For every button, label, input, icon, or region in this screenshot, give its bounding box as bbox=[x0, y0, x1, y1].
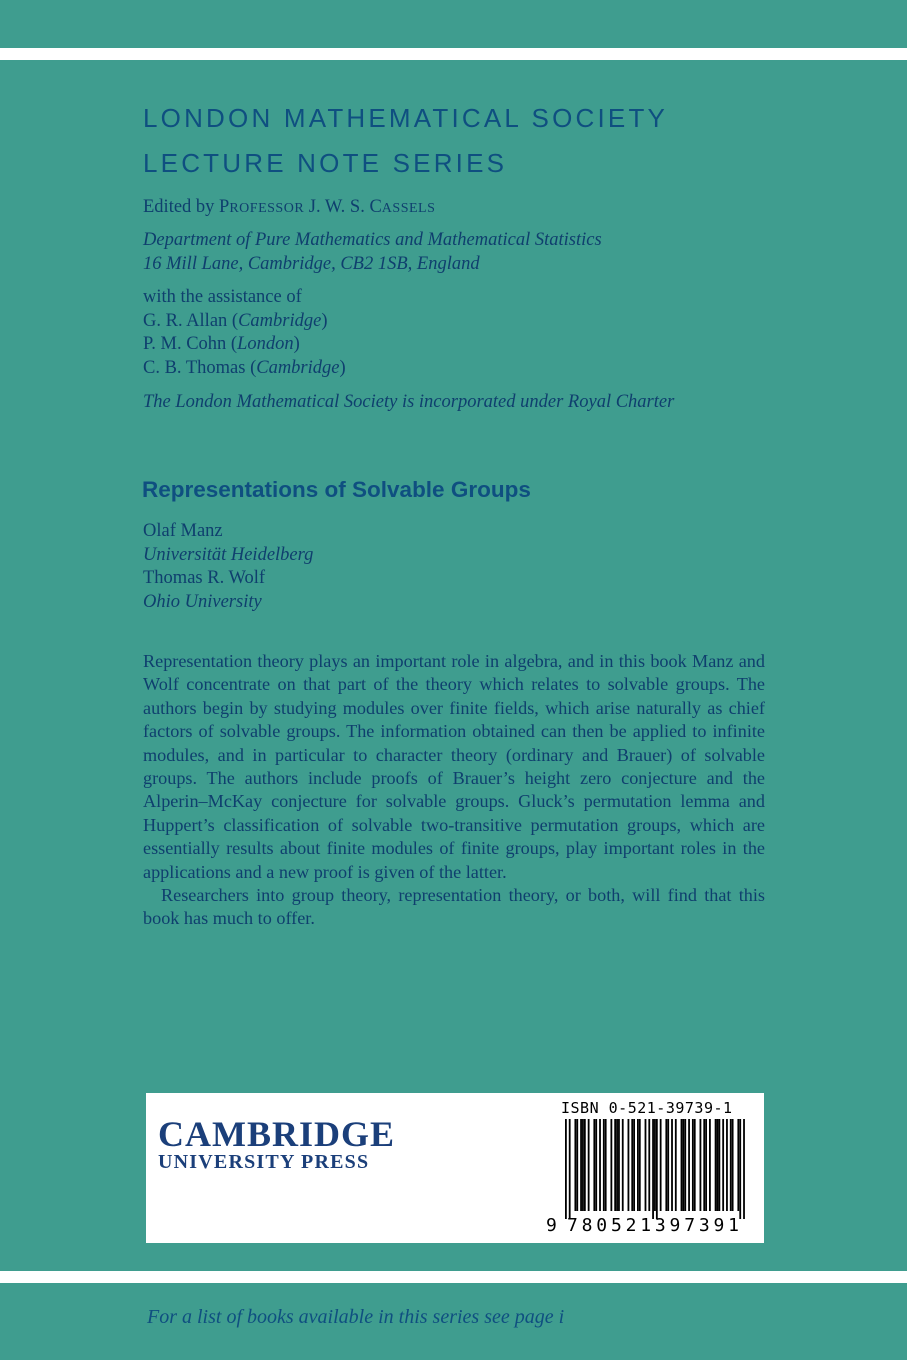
isbn-label: ISBN 0-521-39739-1 bbox=[561, 1099, 733, 1117]
barcode-bar bbox=[726, 1119, 728, 1211]
barcode-bar bbox=[694, 1119, 696, 1211]
barcode-bar bbox=[648, 1119, 650, 1211]
barcode-icon bbox=[539, 1119, 759, 1237]
barcode-bar bbox=[739, 1119, 741, 1219]
author-affiliation: Ohio University bbox=[143, 592, 262, 612]
barcode-bar bbox=[565, 1119, 567, 1219]
barcode-bar bbox=[616, 1119, 618, 1211]
barcode-bar bbox=[580, 1119, 582, 1211]
barcode-bar bbox=[709, 1119, 711, 1211]
barcode-bar bbox=[569, 1119, 571, 1219]
assistant-name: C. B. Thomas ( bbox=[143, 358, 257, 378]
barcode-bar bbox=[692, 1119, 694, 1211]
editor-department: Department of Pure Mathematics and Mathematical Statistics bbox=[143, 230, 602, 250]
barcode-bar bbox=[743, 1119, 745, 1219]
editor-prefix: Edited by bbox=[143, 197, 220, 217]
barcode-bar bbox=[684, 1119, 686, 1211]
barcode-bar bbox=[715, 1119, 717, 1211]
barcode-bar bbox=[633, 1119, 635, 1211]
barcode-bar bbox=[637, 1119, 639, 1211]
barcode-bar bbox=[682, 1119, 684, 1211]
barcode-bar bbox=[588, 1119, 590, 1211]
assistant-person bbox=[143, 333, 300, 355]
assistant-person bbox=[143, 310, 328, 332]
barcode-digits: 780521397391 bbox=[567, 1215, 739, 1236]
barcode-bar bbox=[732, 1119, 734, 1211]
barcode-bar bbox=[652, 1119, 654, 1219]
barcode-bar bbox=[705, 1119, 707, 1211]
barcode-bar bbox=[688, 1119, 690, 1211]
editor-initials: J. W. S. bbox=[304, 197, 370, 217]
description-paragraph: Researchers into group theory, representation theory, or both, will find that this book has much to offer. bbox=[143, 885, 765, 929]
publisher-panel bbox=[146, 1093, 764, 1243]
series-title-line1: LONDON MATHEMATICAL SOCIETY bbox=[143, 103, 669, 133]
description-paragraph: Representation theory plays an important role in algebra, and in this book Manz and Wolf concentrate on that part of the theory which relates to solvable groups. The authors begin by studying modules over finite fields, which arise naturally as chief factors of solvable groups. The information obtained can then be applied to infinite modules, and in particular to character theory (ordinary and Brauer) of solvable groups. The authors include proofs of Brauer’s height zero conjecture and the Alperin–McKay conjecture for solvable groups. Gluck’s permutation lemma and Huppert’s classification of solvable two-transitive permutation groups, which are essentially results about finite modules of finite groups, play important roles in the applications and a new proof is given of the latter. bbox=[143, 651, 765, 882]
assistant-person bbox=[143, 357, 346, 379]
barcode-bar bbox=[595, 1119, 597, 1211]
barcode-bar bbox=[584, 1119, 586, 1211]
barcode-bar bbox=[622, 1119, 624, 1211]
barcode-bar bbox=[614, 1119, 616, 1211]
barcode-bar bbox=[717, 1119, 719, 1211]
author-name: Olaf Manz bbox=[143, 521, 223, 541]
editor-line bbox=[143, 196, 435, 220]
barcode-bar bbox=[639, 1119, 641, 1211]
barcode-bar bbox=[603, 1119, 605, 1211]
publisher-logo-name: CAMBRIDGE bbox=[158, 1114, 396, 1154]
barcode-bar bbox=[628, 1119, 630, 1211]
barcode-bar bbox=[722, 1119, 724, 1211]
assistant-close-paren: ) bbox=[293, 334, 300, 354]
editor-title-initial: P bbox=[219, 197, 230, 217]
barcode-bar bbox=[737, 1119, 739, 1211]
barcode-bar bbox=[700, 1119, 702, 1211]
assistant-close-paren: ) bbox=[339, 358, 346, 378]
barcode-first-digit: 9 bbox=[546, 1215, 557, 1236]
assistant-place: London bbox=[237, 334, 294, 354]
publisher-logo-subtitle: UNIVERSITY PRESS bbox=[158, 1151, 370, 1173]
barcode-bar bbox=[660, 1119, 662, 1211]
barcode-bar bbox=[605, 1119, 607, 1211]
editor-title-rest: ROFESSOR bbox=[229, 201, 305, 216]
royal-charter-note: The London Mathematical Society is incorporated under Royal Charter bbox=[143, 392, 675, 412]
barcode-bar bbox=[593, 1119, 595, 1211]
assistant-place: Cambridge bbox=[256, 358, 340, 378]
barcode-bar bbox=[574, 1119, 576, 1211]
barcode-bar bbox=[718, 1119, 720, 1211]
assistant-name: P. M. Cohn ( bbox=[143, 334, 238, 354]
assistant-place: Cambridge bbox=[238, 311, 322, 331]
barcode-bar bbox=[665, 1119, 667, 1211]
barcode-bar bbox=[654, 1119, 656, 1211]
barcode-bar bbox=[582, 1119, 584, 1211]
barcode-bar bbox=[656, 1119, 658, 1219]
barcode-bar bbox=[703, 1119, 705, 1211]
assistant-name: G. R. Allan ( bbox=[143, 311, 239, 331]
author-name: Thomas R. Wolf bbox=[143, 568, 266, 588]
barcode-bar bbox=[576, 1119, 578, 1211]
barcode-bar bbox=[599, 1119, 601, 1211]
bottom-white-stripe bbox=[0, 1271, 907, 1283]
barcode-bar bbox=[631, 1119, 633, 1211]
barcode-bar bbox=[675, 1119, 677, 1211]
assistant-close-paren: ) bbox=[321, 311, 328, 331]
book-description bbox=[143, 650, 765, 931]
assistance-intro: with the assistance of bbox=[143, 287, 302, 307]
barcode-bar bbox=[681, 1119, 683, 1211]
series-title-line2: LECTURE NOTE SERIES bbox=[143, 148, 508, 178]
barcode-bar bbox=[667, 1119, 669, 1211]
editor-address: 16 Mill Lane, Cambridge, CB2 1SB, England bbox=[143, 254, 480, 274]
author-affiliation: Universität Heidelberg bbox=[143, 545, 314, 565]
barcode-bar bbox=[645, 1119, 647, 1211]
barcode-bar bbox=[618, 1119, 620, 1211]
barcode-bar bbox=[610, 1119, 612, 1211]
editor-surname-rest: ASSELS bbox=[381, 201, 436, 216]
barcode-bar bbox=[671, 1119, 673, 1211]
top-white-stripe bbox=[0, 48, 907, 60]
series-list-note: For a list of books available in this series see page i bbox=[147, 1306, 565, 1328]
editor-surname-initial: C bbox=[369, 197, 382, 217]
book-title: Representations of Solvable Groups bbox=[142, 477, 531, 502]
barcode-bar bbox=[730, 1119, 732, 1211]
